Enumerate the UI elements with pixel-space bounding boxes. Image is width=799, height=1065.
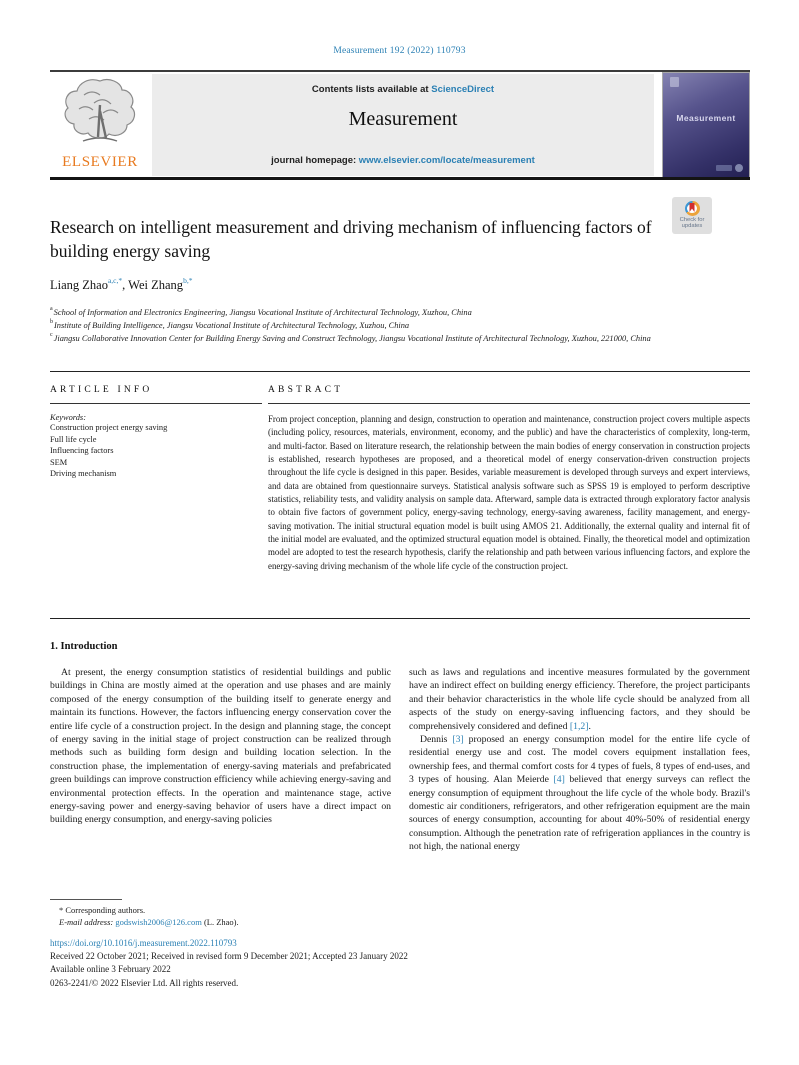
author-name[interactable]: Wei Zhang [128, 278, 184, 293]
section-divider-rule [50, 618, 750, 619]
article-info-column [50, 385, 262, 480]
affiliations-block [50, 305, 750, 345]
homepage-label: journal homepage: [271, 155, 359, 166]
header-top-rule [50, 70, 750, 72]
affiliation-line [50, 305, 750, 318]
homepage-line [152, 155, 654, 166]
article-info-heading: ARTICLE INFO [50, 385, 153, 395]
author-separator: , [122, 278, 129, 293]
elsevier-tree-icon [59, 74, 141, 150]
citation-ref[interactable]: [3] [452, 734, 464, 746]
citation-ref[interactable]: [4] [553, 774, 565, 786]
citation-ref[interactable]: [1,2] [569, 720, 589, 732]
abstract-heading: ABSTRACT [268, 385, 344, 395]
footnote-block [50, 899, 390, 928]
homepage-url-link[interactable]: www.elsevier.com/locate/measurement [358, 155, 535, 166]
abstract-column [268, 385, 750, 573]
crossmark-icon [685, 201, 700, 216]
author-affil-sup: b,* [183, 276, 193, 285]
journal-masthead [152, 74, 654, 176]
author-affil-sup: a,c,* [107, 276, 123, 285]
available-online: Available online 3 February 2022 [50, 964, 171, 974]
text-segment: Dennis [420, 734, 453, 746]
affiliation-text: Institute of Building Intelligence, Jiangsu Vocational Institute of Architectural Technology, Xuzhou, China [54, 321, 410, 330]
bookmark-icon [690, 203, 695, 212]
abstract-text: From project conception, planning and design, construction to operation and maintenance, construction project covers multiple aspects (including policy, resources, materials, environment, economy, and the public) and have the characteristics of complexity, long-term, and multi-factor. Based on literature research, the relationship between the main bodies of energy conservation in construction projects is established, research hypotheses are proposed, and a theoretical model of energy conservation-driven construction projects throughout the life cycle is designed in this paper. Besides, variable measurement is developed through surveys and expert interviews, and data are obtained from questionnaire surveys. Statistical analysis software such as SPSS 19 is employed to perform descriptive statistics, reliability tests, and validity analysis on sample data. Afterward, sample data is extracted through exploratory factor analysis to obtain five factors of government policy, energy-saving technology, energy-saving awareness, facility management, and energy-saving motivation. The initial structural equation model is built using AMOS 21. Additionally, the external quality and internal fit of the initial model are evaluated, and the optimized structural equation model is obtained. Finally, the theoretical model and optimization model are adopted to test the research hypothesis, clarify the relationship and path between various influencing factors, and explore the energy-saving driving mechanism of the whole life cycle of the construction project. [268, 414, 750, 571]
introduction-heading: 1. Introduction [50, 641, 118, 652]
journal-citation: Measurement 192 (2022) 110793 [333, 46, 466, 56]
keyword-item: Driving mechanism [50, 469, 117, 479]
body-column-right [409, 666, 750, 854]
contents-prefix: Contents lists available at [311, 84, 432, 95]
journal-cover-thumbnail[interactable] [662, 72, 750, 178]
email-line [50, 917, 390, 929]
keyword-item: Construction project energy saving [50, 423, 168, 432]
abstract-rule [268, 403, 750, 404]
email-label: E-mail address: [59, 916, 116, 927]
author-line [50, 277, 192, 293]
author-name[interactable]: Liang Zhao [50, 278, 108, 293]
contents-line [152, 74, 654, 95]
affiliation-sup: c [50, 332, 53, 339]
paragraph [409, 666, 750, 733]
keywords-label: Keywords: [50, 413, 86, 422]
affiliation-text: Jiangsu Collaborative Innovation Center for Building Energy Saving and Construct Technology, Jiangsu Vocational Institute of Architectural Technology, Xuzhou, 221000, China [53, 334, 651, 344]
text-segment: such as laws and regulations and incentive measures formulated by the government have an indirect effect on building energy efficiency. Therefore, the project participants and their behavior characteristics in the whole life cycle should be analyzed from all aspects of the study on energy-saving influencing factors, and they should be comprehensively considered and defined [409, 667, 750, 732]
affiliation-text: School of Information and Electronics Engineering, Jiangsu Vocational Institute of Architectural Technology, Xuzhou, China [53, 307, 472, 317]
email-link[interactable]: godswish2006@126.com [115, 916, 202, 927]
copyright-line: 0263-2241/© 2022 Elsevier Ltd. All rights reserved. [50, 978, 239, 988]
text-segment: . [588, 720, 591, 732]
elsevier-logo-block [50, 74, 150, 176]
email-suffix: (L. Zhao). [201, 916, 239, 927]
footnote-star: * [59, 905, 66, 915]
affiliation-sup: a [50, 306, 53, 312]
cover-journal-title: Measurement [676, 113, 736, 123]
footnote-rule [50, 899, 122, 900]
received-dates: Received 22 October 2021; Received in revised form 9 December 2021; Accepted 23 January 2022 [50, 951, 408, 961]
cover-publisher-mark [716, 165, 732, 171]
cover-logo-dot [735, 164, 743, 172]
keyword-item: SEM [50, 457, 68, 467]
journal-title: Measurement [348, 108, 458, 130]
cover-volume-mark [670, 77, 679, 87]
corresponding-author-note [50, 905, 390, 917]
header-bottom-rule [50, 177, 750, 180]
text-segment: proposed an energy consumption model for the entire life cycle of residential energy use and cost. The model covers equipment installation fees, ownership fees, and thermal comfort costs for 4 types of fuels, 8 types of end-uses, and 3 types of housing. Alan Meierde [409, 734, 751, 786]
info-top-rule [50, 371, 750, 372]
article-title: Research on intelligent measurement and driving mechanism of influencing factors of building energy saving [50, 217, 652, 261]
article-info-rule [50, 403, 262, 404]
keyword-item: Full life cycle [50, 434, 97, 444]
body-column-left [50, 666, 391, 827]
doi-link[interactable]: https://doi.org/10.1016/j.measurement.2022.110793 [50, 938, 237, 948]
affiliation-line [50, 331, 750, 344]
affiliation-sup: b [50, 319, 53, 326]
corresponding-text: Corresponding authors. [65, 905, 146, 915]
keyword-item: Influencing factors [50, 446, 114, 456]
sciencedirect-link[interactable]: ScienceDirect [431, 84, 495, 95]
affiliation-line [50, 318, 750, 331]
check-updates-label: Check for updates [679, 217, 705, 230]
text-segment: believed that energy surveys can reflect the energy consumption of equipment throughout the life cycle of the whole body. Brazil's domestic air conditioners, refrigerators, and other refrigeration equipment are the main sources of energy consumption, accounting for about 40%-50% of residential energy consumption. Although the penetration rate of refrigeration appliances in the country is not high, the national energy [409, 774, 750, 853]
paragraph [50, 666, 391, 827]
elsevier-wordmark: ELSEVIER [62, 154, 138, 170]
text-segment: At present, the energy consumption statistics of residential buildings and public buildings in China are mostly aimed at the operation and use phases and are mainly composed of the energy consumption of the building itself to generate energy and maintain its functions. However, the factors influencing energy conservation cover the entire life cycle of a construction project. In the design and planning stage, the concept of energy saving in the initial stage of project construction can be realized through methods such as building form design and building location selection. In the construction phase, the implementation of energy-saving materials and prefabricated green buildings can improve construction efficiency while achieving energy-saving and environmental protection effects. In the operation and maintenance stage, active energy-saving power and energy-saving behavior of users have a direct impact on building energy consumption, and energy-saving policies [50, 667, 391, 826]
paragraph [409, 733, 750, 854]
